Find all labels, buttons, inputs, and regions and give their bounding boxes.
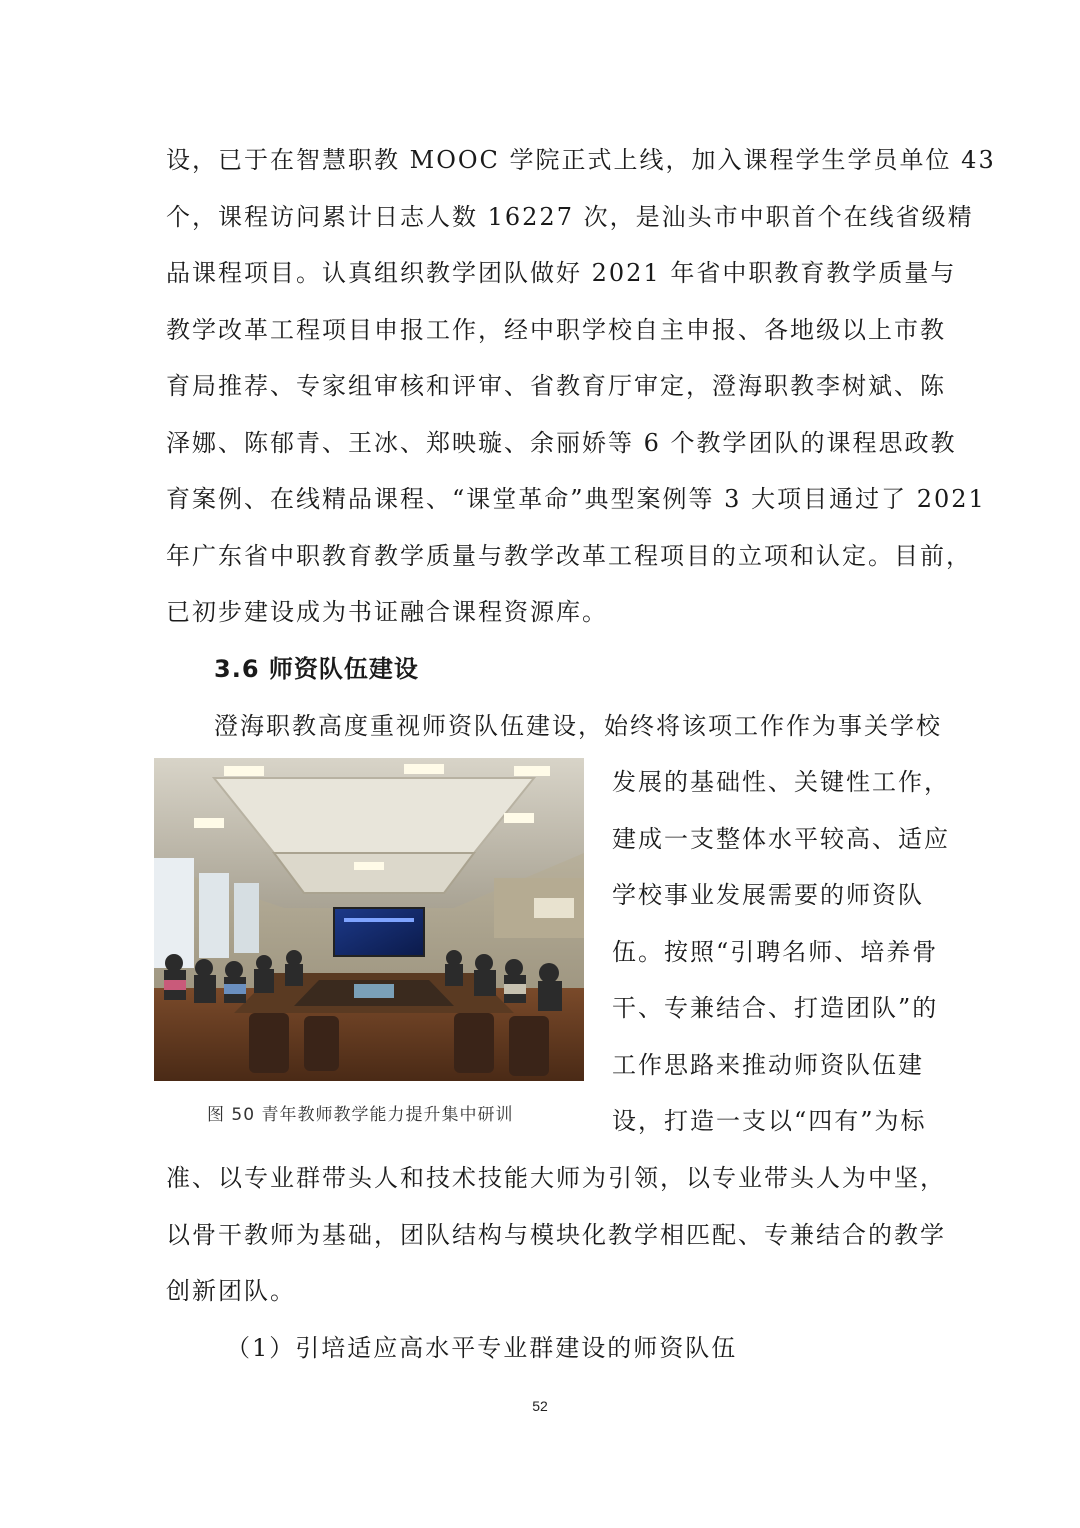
wrap-line: 设，打造一支以“四有”为标 [612,1107,927,1135]
body-line: 泽娜、陈郁青、王冰、郑映璇、余丽娇等 6 个教学团队的课程思政教 [166,429,957,457]
body-line: 教学改革工程项目申报工作，经中职学校自主申报、各地级以上市教 [166,316,946,344]
wrap-line: 发展的基础性、关键性工作， [612,768,950,796]
body-line: 准、以专业群带头人和技术技能大师为引领，以专业带头人为中坚， [166,1164,946,1192]
body-line: 创新团队。 [166,1277,296,1305]
figure-caption: 图 50 青年教师教学能力提升集中研训 [207,1105,514,1125]
wrap-line: 干、专兼结合、打造团队”的 [612,994,939,1022]
wrap-line: 伍。按照“引聘名师、培养骨 [612,938,939,966]
body-line: 个，课程访问累计日志人数 16227 次，是汕头市中职首个在线省级精 [166,203,974,231]
body-line: 已初步建设成为书证融合课程资源库。 [166,598,608,626]
page-number: 52 [532,1398,548,1414]
body-line: 品课程项目。认真组织教学团队做好 2021 年省中职教育教学质量与 [166,259,957,287]
figure-photo [154,758,584,1081]
body-line: 以骨干教师为基础，团队结构与模块化教学相匹配、专兼结合的教学 [166,1221,946,1249]
sub-heading: （1）引培适应高水平专业群建设的师资队伍 [226,1334,738,1362]
wrap-line: 工作思路来推动师资队伍建 [612,1051,924,1079]
wrap-line: 学校事业发展需要的师资队 [612,881,924,909]
meeting-room-photo [154,758,584,1081]
section-heading: 3.6 师资队伍建设 [214,655,419,683]
body-line: 育局推荐、专家组审核和评审、省教育厅审定，澄海职教李树斌、陈 [166,372,946,400]
body-line: 年广东省中职教育教学质量与教学改革工程项目的立项和认定。目前， [166,542,972,570]
wrap-line: 建成一支整体水平较高、适应 [612,825,950,853]
section-intro: 澄海职教高度重视师资队伍建设，始终将该项工作作为事关学校 [214,712,942,740]
body-line: 育案例、在线精品课程、“课堂革命”典型案例等 3 大项目通过了 2021 [166,485,986,513]
body-line: 设，已于在智慧职教 MOOC 学院正式上线，加入课程学生学员单位 43 [166,146,996,174]
